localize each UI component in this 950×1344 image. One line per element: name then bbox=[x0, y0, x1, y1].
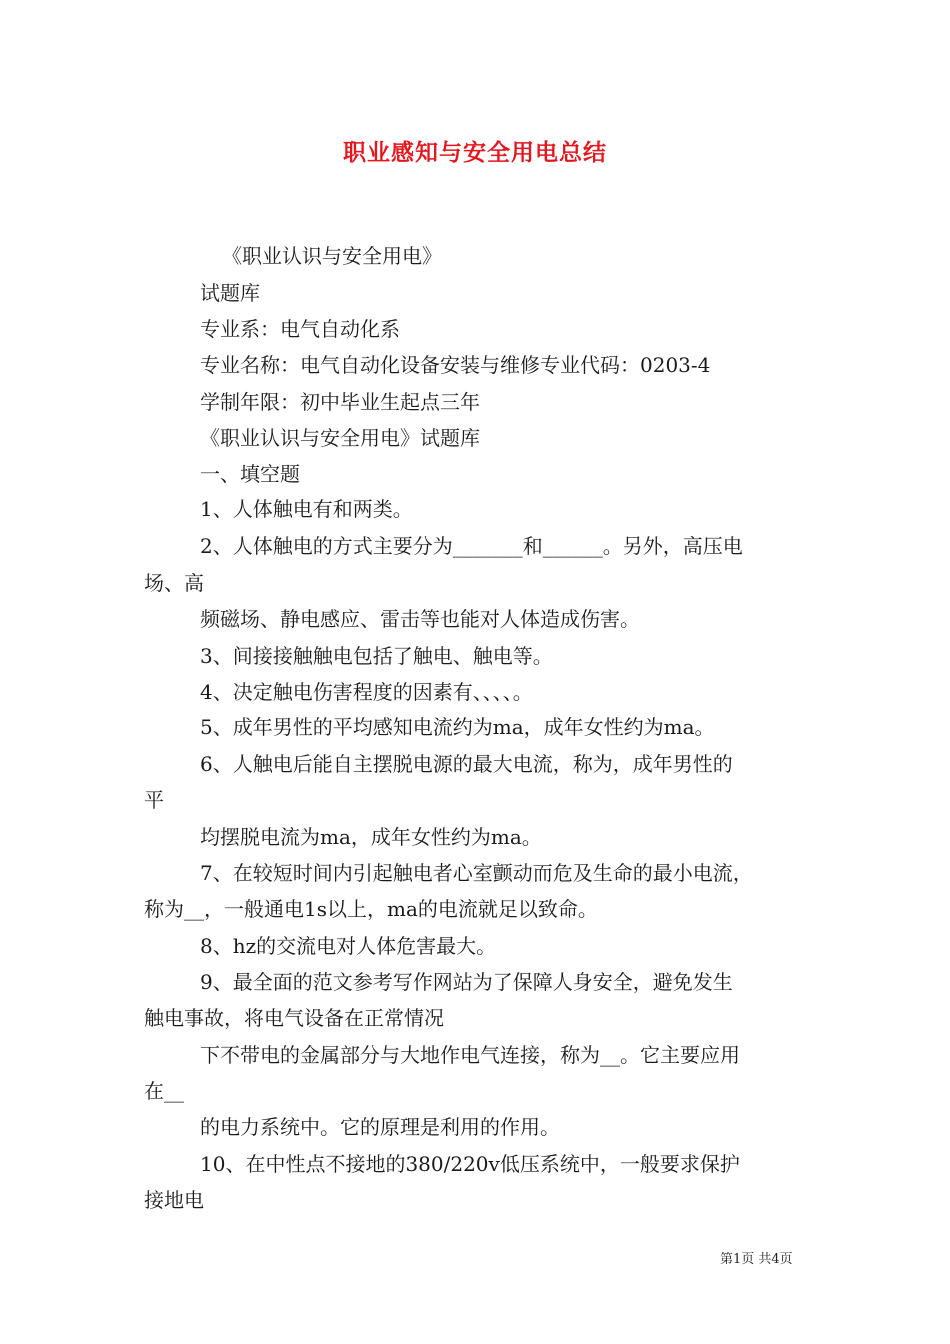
document-title: 职业感知与安全用电总结 bbox=[343, 139, 607, 166]
text-line: 在__ bbox=[144, 1079, 184, 1103]
text-line: 3、间接接触触电包括了触电、触电等。 bbox=[200, 644, 553, 668]
text-line: 的电力系统中。它的原理是利用的作用。 bbox=[200, 1115, 560, 1139]
text-line: 称为__，一般通电1s以上，ma的电流就足以致命。 bbox=[144, 897, 598, 921]
text-line: 接地电 bbox=[144, 1188, 204, 1212]
text-line: 10、在中性点不接地的380/220v低压系统中，一般要求保护 bbox=[200, 1152, 740, 1176]
text-line: 《职业认识与安全用电》试题库 bbox=[200, 426, 480, 450]
text-line: 触电事故，将电气设备在正常情况 bbox=[144, 1006, 444, 1030]
text-line: 专业名称：电气自动化设备安装与维修专业代码：0203-4 bbox=[200, 353, 711, 377]
text-line: 试题库 bbox=[200, 281, 260, 305]
text-line: 9、最全面的范文参考写作网站为了保障人身安全，避免发生 bbox=[200, 970, 733, 994]
text-line: 场、高 bbox=[144, 571, 204, 595]
text-line: 1、人体触电有和两类。 bbox=[200, 497, 413, 521]
text-line: 《职业认识与安全用电》 bbox=[222, 244, 442, 268]
text-line: 6、人触电后能自主摆脱电源的最大电流，称为，成年男性的 bbox=[200, 752, 733, 776]
text-line: 7、在较短时间内引起触电者心室颤动而危及生命的最小电流， bbox=[200, 861, 753, 885]
text-line: 下不带电的金属部分与大地作电气连接，称为__。它主要应用 bbox=[200, 1043, 740, 1067]
text-line: 均摆脱电流为ma，成年女性约为ma。 bbox=[200, 825, 542, 849]
text-line: 学制年限：初中毕业生起点三年 bbox=[200, 390, 480, 414]
text-line: 频磁场、静电感应、雷击等也能对人体造成伤害。 bbox=[200, 607, 640, 631]
text-line: 平 bbox=[144, 788, 164, 812]
text-line: 4、决定触电伤害程度的因素有、、、、。 bbox=[200, 680, 533, 704]
text-line: 5、成年男性的平均感知电流约为ma，成年女性约为ma。 bbox=[200, 715, 715, 739]
text-line: 专业系：电气自动化系 bbox=[200, 317, 400, 341]
text-line: 2、人体触电的方式主要分为_______和______。另外，高压电 bbox=[200, 534, 743, 558]
text-line: 8、hz的交流电对人体危害最大。 bbox=[200, 934, 497, 958]
text-line: 一、填空题 bbox=[200, 462, 300, 486]
page-number: 第1页 共4页 bbox=[720, 1252, 793, 1267]
